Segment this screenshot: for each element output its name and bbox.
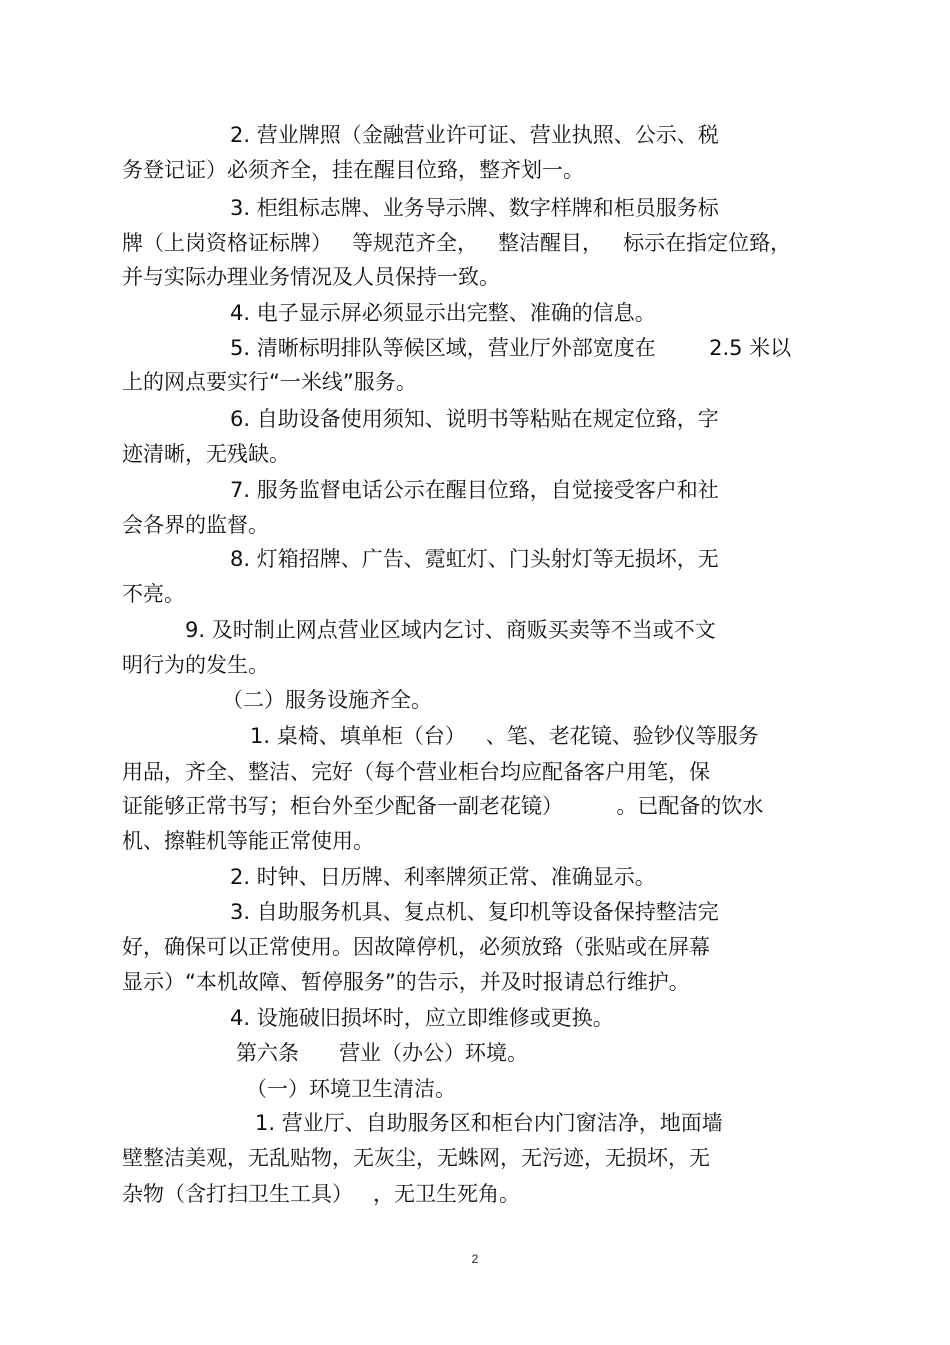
text-line: 3. 自助服务机具、复点机、复印机等设备保持整洁完 bbox=[230, 900, 719, 924]
section-heading: （二）服务设施齐全。 bbox=[222, 688, 432, 712]
text-line: 1. 营业厅、自助服务区和柜台内门窗洁净，地面墙 bbox=[255, 1111, 723, 1135]
text-line: 7. 服务监督电话公示在醒目位臵，自觉接受客户和社 bbox=[230, 478, 719, 502]
text-line: 牌（上岗资格证标牌） 等规范齐全， 整洁醒目， 标示在指定位臵， bbox=[122, 231, 792, 255]
section-heading: （一）环境卫生清洁。 bbox=[246, 1077, 456, 1101]
text-line: 显示）“本机故障、暂停服务”的告示，并及时报请总行维护。 bbox=[122, 970, 690, 994]
text-line: 8. 灯箱招牌、广告、霓虹灯、门头射灯等无损坏，无 bbox=[230, 547, 719, 571]
text-line: 1. 桌椅、填单柜（台） 、笔、老花镜、验钞仪等服务 bbox=[250, 724, 759, 748]
text-line: 5. 清晰标明排队等候区域，营业厅外部宽度在 2.5 米以 bbox=[230, 336, 792, 360]
text-line: 好，确保可以正常使用。因故障停机，必须放臵（张贴或在屏幕 bbox=[122, 935, 710, 959]
text-line: 并与实际办理业务情况及人员保持一致。 bbox=[122, 265, 500, 289]
text-line: 9. 及时制止网点营业区域内乞讨、商贩买卖等不当或不文 bbox=[185, 618, 716, 642]
text-line: 迹清晰，无残缺。 bbox=[122, 442, 290, 466]
text-line: 证能够正常书写；柜台外至少配备一副老花镜） 。已配备的饮水 bbox=[122, 794, 764, 818]
text-line: 务登记证）必须齐全，挂在醒目位臵，整齐划一。 bbox=[122, 158, 584, 182]
article-heading: 第六条 营业（办公）环境。 bbox=[236, 1041, 529, 1065]
text-line: 用品，齐全、整洁、完好（每个营业柜台均应配备客户用笔，保 bbox=[122, 760, 710, 784]
text-line: 4. 设施破旧损坏时，应立即维修或更换。 bbox=[230, 1006, 614, 1030]
text-line: 明行为的发生。 bbox=[122, 653, 269, 677]
text-line: 2. 时钟、日历牌、利率牌须正常、准确显示。 bbox=[230, 865, 656, 889]
text-line: 杂物（含打扫卫生工具） ，无卫生死角。 bbox=[122, 1182, 521, 1206]
text-line: 4. 电子显示屏必须显示出完整、准确的信息。 bbox=[230, 301, 656, 325]
text-line: 会各界的监督。 bbox=[122, 513, 269, 537]
page-number: 2 bbox=[471, 1252, 479, 1266]
text-line: 3. 柜组标志牌、业务导示牌、数字样牌和柜员服务标 bbox=[230, 196, 719, 220]
text-line: 2. 营业牌照（金融营业许可证、营业执照、公示、税 bbox=[230, 123, 719, 147]
text-line: 机、擦鞋机等能正常使用。 bbox=[122, 829, 374, 853]
text-line: 上的网点要实行“一米线”服务。 bbox=[122, 370, 417, 394]
text-line: 壁整洁美观，无乱贴物，无灰尘，无蛛网，无污迹，无损坏，无 bbox=[122, 1146, 710, 1170]
text-line: 6. 自助设备使用须知、说明书等粘贴在规定位臵，字 bbox=[230, 407, 719, 431]
text-line: 不亮。 bbox=[122, 582, 185, 606]
